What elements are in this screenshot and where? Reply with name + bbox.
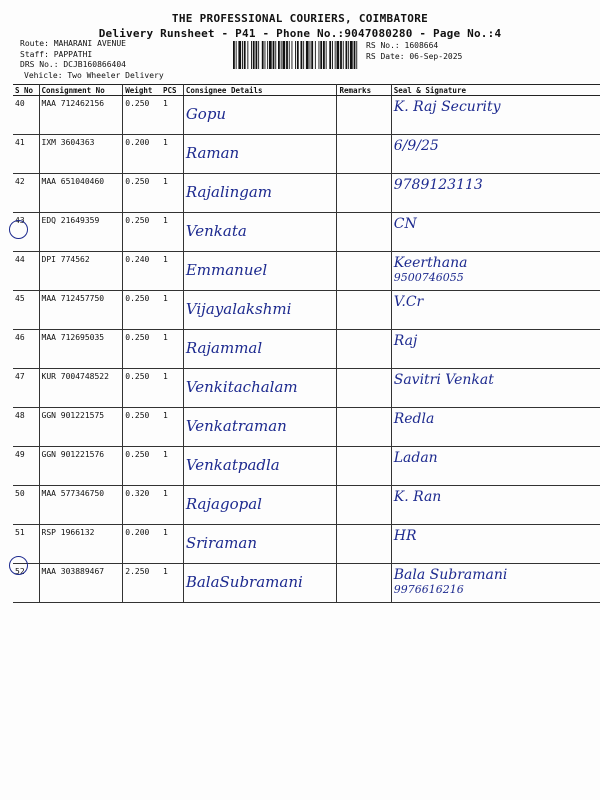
row-consignment-no: MAA 303889467 xyxy=(39,564,123,603)
row-weight: 0.250 xyxy=(123,447,161,486)
barcode-bar xyxy=(236,41,237,69)
table-row xyxy=(13,135,600,174)
row-consignee xyxy=(183,252,337,291)
row-remarks xyxy=(337,525,391,564)
row-seal-signature xyxy=(391,564,600,603)
row-consignment-no: IXM 3604363 xyxy=(39,135,123,174)
row-sno: 46 xyxy=(13,330,39,369)
row-weight: 0.250 xyxy=(123,174,161,213)
signature-handwriting: 9789123113 xyxy=(393,177,483,193)
consignee-handwriting: Gopu xyxy=(185,105,227,123)
row-pcs: 1 xyxy=(161,96,183,135)
barcode-bar xyxy=(253,41,255,69)
barcode-bar xyxy=(244,41,246,69)
staff: Staff: PAPPATHI xyxy=(20,49,93,59)
row-sno: 44 xyxy=(13,252,39,291)
row-weight: 2.250 xyxy=(123,564,161,603)
row-pcs: 1 xyxy=(161,447,183,486)
row-consignee xyxy=(183,447,337,486)
row-pcs: 1 xyxy=(161,525,183,564)
runsheet-table xyxy=(13,84,600,603)
consignee-handwriting: Rajagopal xyxy=(185,495,262,513)
signature-phone: 9976616216 xyxy=(393,583,464,596)
signature-handwriting: Keerthana xyxy=(393,255,468,271)
col-sno: S No xyxy=(13,85,39,96)
barcode-bar xyxy=(251,41,252,69)
signature-handwriting: Redla xyxy=(393,411,435,427)
table-row xyxy=(13,408,600,447)
row-consignee xyxy=(183,135,337,174)
row-consignment-no: GGN 901221575 xyxy=(39,408,123,447)
row-seal-signature xyxy=(391,213,600,252)
col-consignee: Consignee Details xyxy=(183,85,337,96)
barcode-bar xyxy=(323,41,325,69)
table-row xyxy=(13,252,600,291)
row-weight: 0.240 xyxy=(123,252,161,291)
barcode-bar xyxy=(238,41,241,69)
barcode-bar xyxy=(356,41,357,69)
row-consignee xyxy=(183,174,337,213)
table-row xyxy=(13,291,600,330)
row-consignment-no: MAA 712695035 xyxy=(39,330,123,369)
row-43-circle-mark xyxy=(9,220,28,239)
table-row xyxy=(13,96,600,135)
rs-date: RS Date: 06-Sep-2025 xyxy=(366,52,463,61)
row-weight: 0.200 xyxy=(123,525,161,564)
signature-phone: 9500746055 xyxy=(393,271,464,284)
row-consignment-no: EDQ 21649359 xyxy=(39,213,123,252)
row-remarks xyxy=(337,174,391,213)
row-weight: 0.250 xyxy=(123,330,161,369)
col-remarks: Remarks xyxy=(337,85,391,96)
row-pcs: 1 xyxy=(161,174,183,213)
row-sno: 51 xyxy=(13,525,39,564)
row-pcs: 1 xyxy=(161,330,183,369)
vehicle: Vehicle: Two Wheeler Delivery xyxy=(24,70,164,80)
barcode-bar xyxy=(292,41,293,69)
rs-number: RS No.: 1608664 xyxy=(366,41,439,50)
barcode-bar xyxy=(343,41,344,69)
row-consignment-no: MAA 577346750 xyxy=(39,486,123,525)
row-sno: 41 xyxy=(13,135,39,174)
row-consignment-no: RSP 1966132 xyxy=(39,525,123,564)
row-weight: 0.250 xyxy=(123,96,161,135)
row-weight: 0.250 xyxy=(123,369,161,408)
table-row xyxy=(13,369,600,408)
row-weight: 0.250 xyxy=(123,213,161,252)
consignee-handwriting: Rajammal xyxy=(185,339,263,357)
row-remarks xyxy=(337,564,391,603)
row-pcs: 1 xyxy=(161,369,183,408)
barcode-bar xyxy=(335,41,336,69)
table-row xyxy=(13,330,600,369)
barcode-bar xyxy=(289,41,290,69)
row-seal-signature xyxy=(391,408,600,447)
col-seal-signature: Seal & Signature xyxy=(391,85,600,96)
row-consignee xyxy=(183,330,337,369)
barcode-bar xyxy=(301,41,303,69)
signature-handwriting: Ladan xyxy=(393,450,438,466)
signature-handwriting: K. Ran xyxy=(393,489,442,505)
row-51-circle-mark xyxy=(9,556,28,575)
barcode xyxy=(233,41,359,69)
barcode-bar xyxy=(306,41,309,69)
row-pcs: 1 xyxy=(161,252,183,291)
barcode-bar xyxy=(278,41,280,69)
table-header-row xyxy=(13,85,600,96)
drs-number: DRS No.: DCJB160866404 xyxy=(20,60,126,69)
barcode-bar xyxy=(297,41,299,69)
row-seal-signature xyxy=(391,330,600,369)
barcode-bar xyxy=(320,41,322,69)
signature-handwriting: HR xyxy=(393,528,417,544)
row-seal-signature xyxy=(391,135,600,174)
barcode-bar xyxy=(354,41,356,69)
row-sno: 43 xyxy=(13,213,39,252)
signature-handwriting: CN xyxy=(393,216,417,232)
signature-handwriting: V.Cr xyxy=(393,294,424,310)
row-remarks xyxy=(337,369,391,408)
row-consignment-no: MAA 651040460 xyxy=(39,174,123,213)
row-pcs: 1 xyxy=(161,564,183,603)
barcode-bar xyxy=(275,41,276,69)
row-pcs: 1 xyxy=(161,213,183,252)
consignee-handwriting: Venkatraman xyxy=(185,417,287,435)
consignee-handwriting: Vijayalakshmi xyxy=(185,300,292,318)
row-remarks xyxy=(337,291,391,330)
barcode-bar xyxy=(283,41,286,69)
barcode-bar xyxy=(340,41,342,69)
row-pcs: 1 xyxy=(161,291,183,330)
row-sno: 42 xyxy=(13,174,39,213)
row-weight: 0.250 xyxy=(123,408,161,447)
signature-handwriting: Raj xyxy=(393,333,418,349)
consignee-handwriting: Venkitachalam xyxy=(185,378,298,396)
row-sno: 50 xyxy=(13,486,39,525)
row-remarks xyxy=(337,135,391,174)
row-consignee xyxy=(183,96,337,135)
row-sno: 47 xyxy=(13,369,39,408)
row-pcs: 1 xyxy=(161,135,183,174)
row-remarks xyxy=(337,96,391,135)
barcode-bar xyxy=(242,41,243,69)
row-sno: 40 xyxy=(13,96,39,135)
route-meta xyxy=(20,39,164,81)
barcode-bar xyxy=(233,41,235,69)
barcode-bar xyxy=(262,41,264,69)
table-row xyxy=(13,213,600,252)
col-consignment: Consignment No xyxy=(39,85,123,96)
row-seal-signature xyxy=(391,291,600,330)
row-sno: 52 xyxy=(13,564,39,603)
consignee-handwriting: Sriraman xyxy=(185,534,257,552)
row-consignee xyxy=(183,369,337,408)
row-sno: 49 xyxy=(13,447,39,486)
row-consignee xyxy=(183,486,337,525)
barcode-bar xyxy=(350,41,353,69)
row-seal-signature xyxy=(391,174,600,213)
barcode-bar xyxy=(337,41,340,69)
row-remarks xyxy=(337,330,391,369)
signature-handwriting: 6/9/25 xyxy=(393,138,439,154)
row-pcs: 1 xyxy=(161,408,183,447)
barcode-bar xyxy=(273,41,275,69)
row-remarks xyxy=(337,252,391,291)
route: Route: MAHARANI AVENUE xyxy=(20,39,126,48)
consignee-handwriting: Venkata xyxy=(185,222,247,240)
row-seal-signature xyxy=(391,252,600,291)
consignee-handwriting: BalaSubramani xyxy=(185,573,303,591)
barcode-bar xyxy=(295,41,296,69)
barcode-bar xyxy=(319,41,320,69)
row-weight: 0.200 xyxy=(123,135,161,174)
barcode-bar xyxy=(326,41,327,69)
consignee-handwriting: Rajalingam xyxy=(185,183,273,201)
row-consignment-no: KUR 7004748522 xyxy=(39,369,123,408)
row-sno: 45 xyxy=(13,291,39,330)
row-seal-signature xyxy=(391,486,600,525)
row-consignee xyxy=(183,213,337,252)
table-row xyxy=(13,486,600,525)
row-remarks xyxy=(337,213,391,252)
row-seal-signature xyxy=(391,525,600,564)
row-consignment-no: GGN 901221576 xyxy=(39,447,123,486)
barcode-bar xyxy=(329,41,331,69)
col-pcs: PCS xyxy=(161,85,183,96)
row-consignee xyxy=(183,564,337,603)
rs-info xyxy=(366,40,462,62)
barcode-bar xyxy=(258,41,259,69)
table-row xyxy=(13,447,600,486)
barcode-bar xyxy=(348,41,349,69)
barcode-bar xyxy=(256,41,258,69)
row-consignee xyxy=(183,408,337,447)
row-pcs: 1 xyxy=(161,486,183,525)
row-sno: 48 xyxy=(13,408,39,447)
row-remarks xyxy=(337,447,391,486)
table-row xyxy=(13,174,600,213)
table-row xyxy=(13,525,600,564)
barcode-bar xyxy=(332,41,333,69)
row-seal-signature xyxy=(391,447,600,486)
col-weight: Weight xyxy=(123,85,161,96)
row-consignment-no: DPI 774562 xyxy=(39,252,123,291)
barcode-bar xyxy=(303,41,304,69)
consignee-handwriting: Emmanuel xyxy=(185,261,268,279)
company-title: THE PROFESSIONAL COURIERS, COIMBATORE xyxy=(171,12,429,25)
row-seal-signature xyxy=(391,369,600,408)
barcode-bar xyxy=(346,41,348,69)
consignee-handwriting: Raman xyxy=(185,144,240,162)
barcode-bar xyxy=(286,41,288,69)
consignee-handwriting: Venkatpadla xyxy=(185,456,280,474)
row-consignment-no: MAA 712462156 xyxy=(39,96,123,135)
row-consignment-no: MAA 712457750 xyxy=(39,291,123,330)
row-remarks xyxy=(337,408,391,447)
signature-handwriting: Savitri Venkat xyxy=(393,372,494,388)
barcode-bar xyxy=(315,41,316,69)
barcode-bar xyxy=(310,41,311,69)
row-consignee xyxy=(183,525,337,564)
barcode-bar xyxy=(269,41,272,69)
row-weight: 0.320 xyxy=(123,486,161,525)
row-remarks xyxy=(337,486,391,525)
barcode-bar xyxy=(267,41,268,69)
table-row xyxy=(13,564,600,603)
row-seal-signature xyxy=(391,96,600,135)
row-weight: 0.250 xyxy=(123,291,161,330)
barcode-bar xyxy=(311,41,313,69)
signature-handwriting: Bala Subramani xyxy=(393,567,508,583)
row-consignee xyxy=(183,291,337,330)
barcode-bar xyxy=(265,41,266,69)
barcode-bar xyxy=(247,41,248,69)
runsheet-subtitle: Delivery Runsheet - P41 - Phone No.:9047080280 - Page No.:4 xyxy=(98,27,502,40)
barcode-bar xyxy=(281,41,282,69)
signature-handwriting: K. Raj Security xyxy=(393,99,501,115)
